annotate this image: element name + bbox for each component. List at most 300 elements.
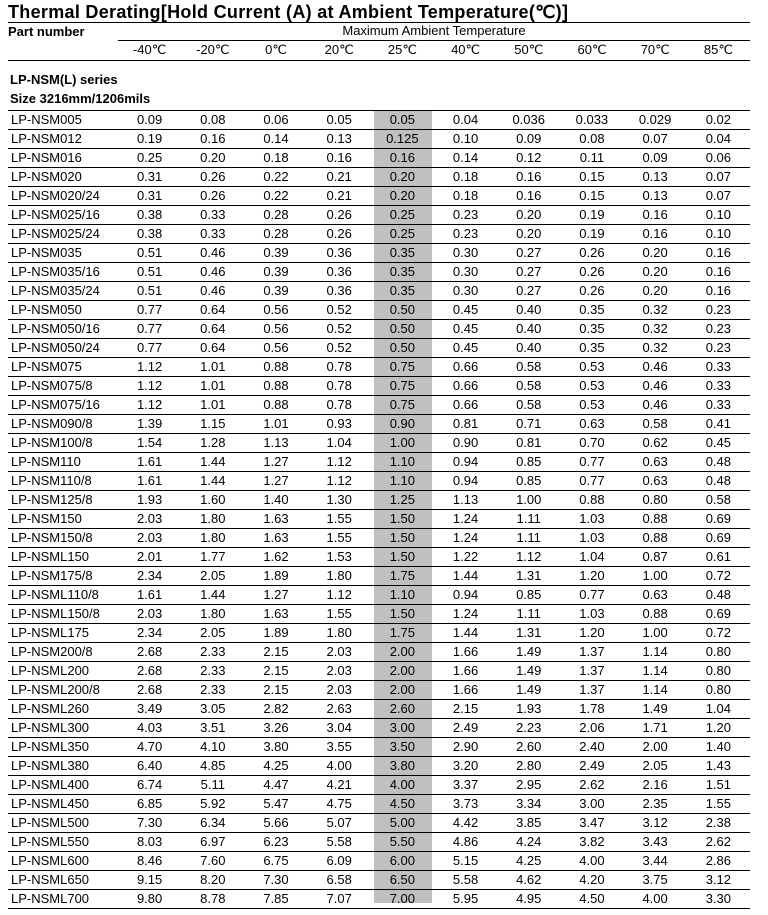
- hold-current-cell: 6.50: [371, 871, 434, 890]
- hold-current-cell: 2.49: [434, 719, 497, 738]
- hold-current-cell: 1.61: [118, 472, 181, 491]
- hold-current-cell: 1.25: [371, 491, 434, 510]
- hold-current-cell: 1.62: [244, 548, 307, 567]
- hold-current-cell: 0.56: [244, 339, 307, 358]
- hold-current-cell: 0.20: [624, 244, 687, 263]
- hold-current-cell: 0.50: [371, 320, 434, 339]
- hold-current-cell: 2.90: [434, 738, 497, 757]
- hold-current-cell: 1.30: [308, 491, 371, 510]
- hold-current-cell: 2.68: [118, 643, 181, 662]
- hold-current-cell: 0.036: [497, 111, 560, 130]
- hold-current-cell: 0.81: [497, 434, 560, 453]
- hold-current-cell: 3.00: [560, 795, 623, 814]
- hold-current-cell: 1.93: [497, 700, 560, 719]
- part-number-cell: LP-NSML150: [8, 548, 118, 567]
- hold-current-cell: 0.32: [624, 301, 687, 320]
- hold-current-cell: 1.80: [181, 605, 244, 624]
- part-number-cell: LP-NSM150: [8, 510, 118, 529]
- hold-current-cell: 0.23: [434, 206, 497, 225]
- hold-current-cell: 3.80: [244, 738, 307, 757]
- table-row: [8, 529, 750, 548]
- hold-current-cell: 0.94: [434, 472, 497, 491]
- hold-current-cell: 2.86: [687, 852, 750, 871]
- table-row: [8, 643, 750, 662]
- hold-current-cell: 4.62: [497, 871, 560, 890]
- hold-current-cell: 0.46: [181, 263, 244, 282]
- table-row: [8, 396, 750, 415]
- hold-current-cell: 0.88: [624, 529, 687, 548]
- temp-header: -40℃: [132, 42, 167, 57]
- series-size: Size 3216mm/1206mils: [10, 91, 151, 106]
- hold-current-cell: 8.46: [118, 852, 181, 871]
- hold-current-cell: 1.01: [181, 396, 244, 415]
- hold-current-cell: 0.77: [560, 453, 623, 472]
- hold-current-cell: 1.75: [371, 567, 434, 586]
- hold-current-cell: 2.15: [244, 643, 307, 662]
- table-row: [8, 890, 750, 909]
- hold-current-cell: 0.20: [371, 187, 434, 206]
- table-row: [8, 206, 750, 225]
- hold-current-cell: 0.66: [434, 358, 497, 377]
- table-row: [8, 453, 750, 472]
- hold-current-cell: 1.01: [181, 358, 244, 377]
- hold-current-cell: 0.18: [434, 168, 497, 187]
- hold-current-cell: 4.95: [497, 890, 560, 909]
- hold-current-cell: 0.66: [434, 396, 497, 415]
- hold-current-cell: 1.66: [434, 662, 497, 681]
- hold-current-cell: 4.25: [244, 757, 307, 776]
- hold-current-cell: 3.47: [560, 814, 623, 833]
- hold-current-cell: 0.125: [371, 130, 434, 149]
- table-row: [8, 187, 750, 206]
- hold-current-cell: 0.32: [624, 320, 687, 339]
- part-number-cell: LP-NSM020/24: [8, 187, 118, 206]
- hold-current-cell: 0.30: [434, 282, 497, 301]
- hold-current-cell: 1.50: [371, 529, 434, 548]
- temp-header: 60℃: [577, 42, 607, 57]
- hold-current-cell: 0.31: [118, 168, 181, 187]
- hold-current-cell: 0.16: [624, 225, 687, 244]
- hold-current-cell: 0.30: [434, 244, 497, 263]
- hold-current-cell: 1.44: [181, 586, 244, 605]
- hold-current-cell: 0.33: [181, 225, 244, 244]
- hold-current-cell: 2.00: [371, 681, 434, 700]
- hold-current-cell: 1.49: [497, 643, 560, 662]
- hold-current-cell: 0.38: [118, 225, 181, 244]
- hold-current-cell: 6.97: [181, 833, 244, 852]
- hold-current-cell: 1.51: [687, 776, 750, 795]
- hold-current-cell: 0.63: [560, 415, 623, 434]
- hold-current-cell: 2.60: [371, 700, 434, 719]
- hold-current-cell: 0.19: [560, 225, 623, 244]
- part-number-cell: LP-NSM090/8: [8, 415, 118, 434]
- table-row: [8, 149, 750, 168]
- hold-current-cell: 1.63: [244, 605, 307, 624]
- table-row: [8, 700, 750, 719]
- hold-current-cell: 8.20: [181, 871, 244, 890]
- table-row: [8, 510, 750, 529]
- hold-current-cell: 0.09: [497, 130, 560, 149]
- part-number-cell: LP-NSM125/8: [8, 491, 118, 510]
- part-number-cell: LP-NSML500: [8, 814, 118, 833]
- series-name: LP-NSM(L) series: [10, 72, 118, 87]
- hold-current-cell: 3.75: [624, 871, 687, 890]
- hold-current-cell: 0.25: [371, 206, 434, 225]
- hold-current-cell: 4.47: [244, 776, 307, 795]
- hold-current-cell: 0.50: [371, 339, 434, 358]
- part-number-cell: LP-NSML380: [8, 757, 118, 776]
- header-subdivider: [118, 40, 750, 41]
- part-number-cell: LP-NSM035/24: [8, 282, 118, 301]
- hold-current-cell: 1.27: [244, 586, 307, 605]
- max-ambient-header: Maximum Ambient Temperature: [342, 23, 526, 38]
- hold-current-cell: 0.16: [497, 187, 560, 206]
- table-row: [8, 358, 750, 377]
- hold-current-cell: 0.69: [687, 605, 750, 624]
- hold-current-cell: 4.70: [118, 738, 181, 757]
- hold-current-cell: 1.24: [434, 510, 497, 529]
- hold-current-cell: 0.45: [434, 320, 497, 339]
- hold-current-cell: 0.16: [687, 244, 750, 263]
- temp-header: 40℃: [451, 42, 481, 57]
- hold-current-cell: 0.06: [687, 149, 750, 168]
- part-number-cell: LP-NSML110/8: [8, 586, 118, 605]
- hold-current-cell: 0.69: [687, 529, 750, 548]
- table-row: [8, 871, 750, 890]
- table-row: [8, 111, 750, 130]
- hold-current-cell: 1.50: [371, 548, 434, 567]
- hold-current-cell: 1.66: [434, 681, 497, 700]
- hold-current-cell: 6.34: [181, 814, 244, 833]
- hold-current-cell: 2.00: [371, 643, 434, 662]
- hold-current-cell: 0.58: [497, 358, 560, 377]
- hold-current-cell: 0.06: [244, 111, 307, 130]
- hold-current-cell: 1.20: [560, 567, 623, 586]
- hold-current-cell: 2.23: [497, 719, 560, 738]
- hold-current-cell: 2.62: [560, 776, 623, 795]
- hold-current-cell: 3.37: [434, 776, 497, 795]
- hold-current-cell: 1.20: [560, 624, 623, 643]
- hold-current-cell: 0.16: [687, 282, 750, 301]
- table-row: [8, 814, 750, 833]
- hold-current-cell: 0.39: [244, 282, 307, 301]
- hold-current-cell: 0.09: [118, 111, 181, 130]
- hold-current-cell: 0.13: [308, 130, 371, 149]
- hold-current-cell: 0.26: [560, 263, 623, 282]
- hold-current-cell: 3.12: [687, 871, 750, 890]
- part-number-cell: LP-NSML260: [8, 700, 118, 719]
- hold-current-cell: 0.11: [560, 149, 623, 168]
- hold-current-cell: 0.63: [624, 586, 687, 605]
- hold-current-cell: 1.14: [624, 643, 687, 662]
- hold-current-cell: 1.27: [244, 453, 307, 472]
- hold-current-cell: 2.60: [497, 738, 560, 757]
- hold-current-cell: 0.35: [560, 301, 623, 320]
- hold-current-cell: 1.12: [497, 548, 560, 567]
- hold-current-cell: 3.55: [308, 738, 371, 757]
- hold-current-cell: 2.05: [181, 567, 244, 586]
- table-row: [8, 225, 750, 244]
- hold-current-cell: 1.00: [624, 567, 687, 586]
- hold-current-cell: 1.37: [560, 662, 623, 681]
- hold-current-cell: 5.66: [244, 814, 307, 833]
- hold-current-cell: 2.15: [244, 662, 307, 681]
- hold-current-cell: 1.61: [118, 586, 181, 605]
- hold-current-cell: 2.63: [308, 700, 371, 719]
- hold-current-cell: 4.00: [371, 776, 434, 795]
- hold-current-cell: 0.72: [687, 567, 750, 586]
- hold-current-cell: 1.04: [308, 434, 371, 453]
- hold-current-cell: 0.88: [244, 358, 307, 377]
- derating-table: [8, 110, 750, 909]
- hold-current-cell: 0.39: [244, 263, 307, 282]
- part-number-cell: LP-NSML700: [8, 890, 118, 909]
- hold-current-cell: 0.07: [624, 130, 687, 149]
- hold-current-cell: 2.15: [244, 681, 307, 700]
- hold-current-cell: 0.90: [371, 415, 434, 434]
- hold-current-cell: 1.13: [244, 434, 307, 453]
- hold-current-cell: 1.55: [308, 605, 371, 624]
- hold-current-cell: 0.13: [624, 187, 687, 206]
- part-number-cell: LP-NSM005: [8, 111, 118, 130]
- part-number-cell: LP-NSML550: [8, 833, 118, 852]
- hold-current-cell: 0.22: [244, 168, 307, 187]
- hold-current-cell: 0.16: [687, 263, 750, 282]
- page-title: Thermal Derating[Hold Current (A) at Ambient Temperature(℃)]: [8, 2, 569, 22]
- hold-current-cell: 0.69: [687, 510, 750, 529]
- hold-current-cell: 0.75: [371, 358, 434, 377]
- hold-current-cell: 1.75: [371, 624, 434, 643]
- part-number-cell: LP-NSM050/24: [8, 339, 118, 358]
- hold-current-cell: 0.36: [308, 244, 371, 263]
- hold-current-cell: 0.39: [244, 244, 307, 263]
- hold-current-cell: 0.85: [497, 453, 560, 472]
- hold-current-cell: 0.64: [181, 339, 244, 358]
- part-number-cell: LP-NSM075/16: [8, 396, 118, 415]
- hold-current-cell: 0.88: [244, 377, 307, 396]
- hold-current-cell: 0.46: [181, 244, 244, 263]
- hold-current-cell: 0.35: [371, 282, 434, 301]
- hold-current-cell: 0.16: [624, 206, 687, 225]
- hold-current-cell: 1.80: [181, 510, 244, 529]
- hold-current-cell: 0.62: [624, 434, 687, 453]
- hold-current-cell: 1.28: [181, 434, 244, 453]
- part-number-cell: LP-NSM110: [8, 453, 118, 472]
- hold-current-cell: 2.40: [560, 738, 623, 757]
- hold-current-cell: 0.33: [181, 206, 244, 225]
- table-row: [8, 491, 750, 510]
- hold-current-cell: 5.95: [434, 890, 497, 909]
- hold-current-cell: 0.40: [497, 301, 560, 320]
- hold-current-cell: 0.27: [497, 282, 560, 301]
- part-number-cell: LP-NSM050: [8, 301, 118, 320]
- hold-current-cell: 0.88: [624, 605, 687, 624]
- table-row: [8, 662, 750, 681]
- hold-current-cell: 0.08: [560, 130, 623, 149]
- hold-current-cell: 0.35: [560, 339, 623, 358]
- temp-header: 70℃: [640, 42, 670, 57]
- hold-current-cell: 0.46: [181, 282, 244, 301]
- hold-current-cell: 4.00: [624, 890, 687, 909]
- table-row: [8, 339, 750, 358]
- hold-current-cell: 0.93: [308, 415, 371, 434]
- hold-current-cell: 6.58: [308, 871, 371, 890]
- hold-current-cell: 3.34: [497, 795, 560, 814]
- part-number-cell: LP-NSM035/16: [8, 263, 118, 282]
- hold-current-cell: 0.58: [497, 396, 560, 415]
- hold-current-cell: 1.12: [308, 472, 371, 491]
- hold-current-cell: 1.12: [118, 377, 181, 396]
- table-row: [8, 263, 750, 282]
- part-number-cell: LP-NSML450: [8, 795, 118, 814]
- hold-current-cell: 0.033: [560, 111, 623, 130]
- part-number-cell: LP-NSM050/16: [8, 320, 118, 339]
- part-number-cell: LP-NSML600: [8, 852, 118, 871]
- hold-current-cell: 0.52: [308, 339, 371, 358]
- part-number-cell: LP-NSM020: [8, 168, 118, 187]
- part-number-cell: LP-NSM012: [8, 130, 118, 149]
- hold-current-cell: 1.31: [497, 624, 560, 643]
- hold-current-cell: 0.78: [308, 358, 371, 377]
- hold-current-cell: 1.80: [181, 529, 244, 548]
- part-number-cell: LP-NSM150/8: [8, 529, 118, 548]
- hold-current-cell: 2.05: [181, 624, 244, 643]
- hold-current-cell: 1.39: [118, 415, 181, 434]
- table-row: [8, 567, 750, 586]
- hold-current-cell: 2.34: [118, 624, 181, 643]
- hold-current-cell: 0.88: [244, 396, 307, 415]
- hold-current-cell: 2.33: [181, 662, 244, 681]
- hold-current-cell: 0.61: [687, 548, 750, 567]
- hold-current-cell: 0.07: [687, 168, 750, 187]
- hold-current-cell: 0.04: [434, 111, 497, 130]
- hold-current-cell: 1.03: [560, 529, 623, 548]
- hold-current-cell: 1.55: [308, 510, 371, 529]
- hold-current-cell: 0.80: [687, 681, 750, 700]
- hold-current-cell: 0.40: [497, 320, 560, 339]
- part-number-cell: LP-NSML200/8: [8, 681, 118, 700]
- hold-current-cell: 0.50: [371, 301, 434, 320]
- hold-current-cell: 1.61: [118, 453, 181, 472]
- temp-header: 0℃: [265, 42, 287, 57]
- hold-current-cell: 7.07: [308, 890, 371, 909]
- hold-current-cell: 0.53: [560, 377, 623, 396]
- hold-current-cell: 0.19: [560, 206, 623, 225]
- hold-current-cell: 0.28: [244, 225, 307, 244]
- hold-current-cell: 0.94: [434, 586, 497, 605]
- hold-current-cell: 5.58: [434, 871, 497, 890]
- hold-current-cell: 4.85: [181, 757, 244, 776]
- hold-current-cell: 3.85: [497, 814, 560, 833]
- table-row: [8, 320, 750, 339]
- part-number-cell: LP-NSM200/8: [8, 643, 118, 662]
- hold-current-cell: 0.22: [244, 187, 307, 206]
- hold-current-cell: 3.00: [371, 719, 434, 738]
- hold-current-cell: 0.36: [308, 263, 371, 282]
- hold-current-cell: 6.75: [244, 852, 307, 871]
- hold-current-cell: 0.23: [687, 320, 750, 339]
- hold-current-cell: 1.89: [244, 567, 307, 586]
- hold-current-cell: 1.04: [687, 700, 750, 719]
- hold-current-cell: 0.90: [434, 434, 497, 453]
- part-number-cell: LP-NSM110/8: [8, 472, 118, 491]
- hold-current-cell: 0.70: [560, 434, 623, 453]
- hold-current-cell: 1.13: [434, 491, 497, 510]
- hold-current-cell: 1.15: [181, 415, 244, 434]
- hold-current-cell: 0.16: [181, 130, 244, 149]
- hold-current-cell: 0.20: [497, 225, 560, 244]
- hold-current-cell: 1.01: [244, 415, 307, 434]
- hold-current-cell: 3.49: [118, 700, 181, 719]
- table-row: [8, 434, 750, 453]
- part-number-cell: LP-NSM016: [8, 149, 118, 168]
- table-row: [8, 168, 750, 187]
- hold-current-cell: 0.38: [118, 206, 181, 225]
- table-row: [8, 605, 750, 624]
- hold-current-cell: 1.12: [308, 453, 371, 472]
- hold-current-cell: 0.26: [181, 187, 244, 206]
- table-row: [8, 130, 750, 149]
- table-row: [8, 586, 750, 605]
- hold-current-cell: 1.44: [181, 453, 244, 472]
- hold-current-cell: 9.15: [118, 871, 181, 890]
- hold-current-cell: 0.23: [687, 339, 750, 358]
- hold-current-cell: 0.19: [118, 130, 181, 149]
- part-number-cell: LP-NSML650: [8, 871, 118, 890]
- hold-current-cell: 2.01: [118, 548, 181, 567]
- hold-current-cell: 0.77: [560, 586, 623, 605]
- hold-current-cell: 1.12: [118, 396, 181, 415]
- hold-current-cell: 0.04: [687, 130, 750, 149]
- hold-current-cell: 0.26: [308, 225, 371, 244]
- table-row: [8, 377, 750, 396]
- hold-current-cell: 1.03: [560, 605, 623, 624]
- hold-current-cell: 0.58: [687, 491, 750, 510]
- hold-current-cell: 1.43: [687, 757, 750, 776]
- hold-current-cell: 0.35: [371, 263, 434, 282]
- part-number-cell: LP-NSML175: [8, 624, 118, 643]
- hold-current-cell: 0.26: [560, 282, 623, 301]
- hold-current-cell: 1.14: [624, 681, 687, 700]
- hold-current-cell: 0.77: [118, 339, 181, 358]
- hold-current-cell: 0.23: [434, 225, 497, 244]
- hold-current-cell: 0.53: [560, 396, 623, 415]
- hold-current-cell: 0.51: [118, 244, 181, 263]
- table-row: [8, 301, 750, 320]
- part-number-header: Part number: [8, 24, 85, 39]
- hold-current-cell: 0.56: [244, 320, 307, 339]
- hold-current-cell: 0.14: [434, 149, 497, 168]
- hold-current-cell: 1.44: [434, 567, 497, 586]
- hold-current-cell: 0.23: [687, 301, 750, 320]
- part-number-cell: LP-NSM175/8: [8, 567, 118, 586]
- table-row: [8, 548, 750, 567]
- hold-current-cell: 0.20: [624, 263, 687, 282]
- hold-current-cell: 3.05: [181, 700, 244, 719]
- hold-current-cell: 1.80: [308, 624, 371, 643]
- hold-current-cell: 2.68: [118, 681, 181, 700]
- hold-current-cell: 1.63: [244, 529, 307, 548]
- hold-current-cell: 4.21: [308, 776, 371, 795]
- hold-current-cell: 0.80: [624, 491, 687, 510]
- part-number-cell: LP-NSML400: [8, 776, 118, 795]
- hold-current-cell: 3.50: [371, 738, 434, 757]
- hold-current-cell: 1.01: [181, 377, 244, 396]
- hold-current-cell: 6.23: [244, 833, 307, 852]
- hold-current-cell: 1.37: [560, 643, 623, 662]
- hold-current-cell: 1.10: [371, 472, 434, 491]
- hold-current-cell: 1.55: [308, 529, 371, 548]
